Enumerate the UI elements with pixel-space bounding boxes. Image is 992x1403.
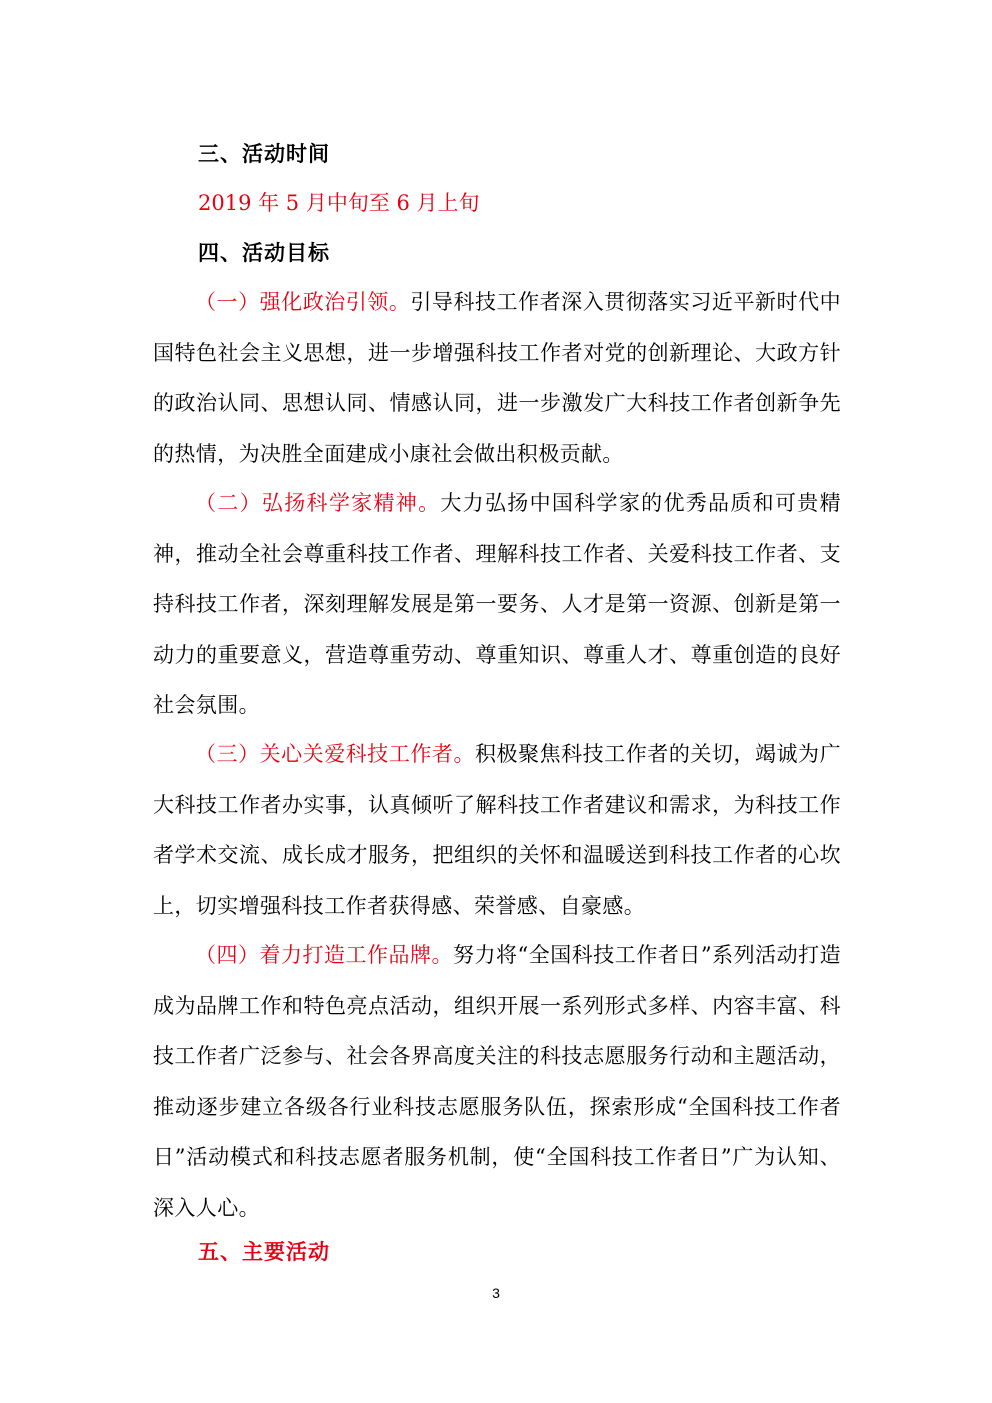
- activity-time-value: 2019 年 5 月中旬至 6 月上旬: [198, 191, 480, 215]
- section-heading-activity-goals: 四、活动目标: [198, 241, 330, 265]
- goal-paragraph-2: [153, 478, 841, 731]
- section-heading-main-activities: 五、主要活动: [198, 1240, 330, 1264]
- goal-text-2: 大力弘扬中国科学家的优秀品质和可贵精神，推动全社会尊重科技工作者、理解科技工作者、关爱科技工作者、支持科技工作者，深刻理解发展是第一要务、人才是第一资源、创新是第一动力的重要意义，营造尊重劳动、尊重知识、尊重人才、尊重创造的良好社会氛围。: [153, 491, 841, 717]
- goal-lead-4: （四）着力打造工作品牌。: [195, 943, 454, 967]
- goal-paragraph-3: [153, 729, 841, 931]
- goal-paragraph-1: [153, 277, 841, 479]
- goal-paragraph-4: [153, 930, 841, 1233]
- goal-text-4: 努力将“全国科技工作者日”系列活动打造成为品牌工作和特色亮点活动，组织开展一系列形式多样、内容丰富、科技工作者广泛参与、社会各界高度关注的科技志愿服务行动和主题活动，推动逐步建立各级各行业科技志愿服务队伍，探索形成“全国科技工作者日”活动模式和科技志愿者服务机制，使“全国科技工作者日”广为认知、深入人心。: [153, 943, 841, 1220]
- goal-lead-2: （二）弘扬科学家精神。: [195, 491, 441, 515]
- goal-lead-3: （三）关心关爱科技工作者。: [195, 742, 475, 766]
- page-number: 3: [492, 1285, 500, 1301]
- section-heading-activity-time: 三、活动时间: [198, 142, 330, 166]
- goal-text-1: 引导科技工作者深入贯彻落实习近平新时代中国特色社会主义思想，进一步增强科技工作者对党的创新理论、大政方针的政治认同、思想认同、情感认同，进一步激发广大科技工作者创新争先的热情，为决胜全面建成小康社会做出积极贡献。: [153, 290, 842, 466]
- goal-text-3: 积极聚焦科技工作者的关切，竭诚为广大科技工作者办实事，认真倾听了解科技工作者建议和需求，为科技工作者学术交流、成长成才服务，把组织的关怀和温暖送到科技工作者的心坎上，切实增强科技工作者获得感、荣誉感、自豪感。: [153, 742, 841, 918]
- goal-lead-1: （一）强化政治引领。: [195, 290, 411, 314]
